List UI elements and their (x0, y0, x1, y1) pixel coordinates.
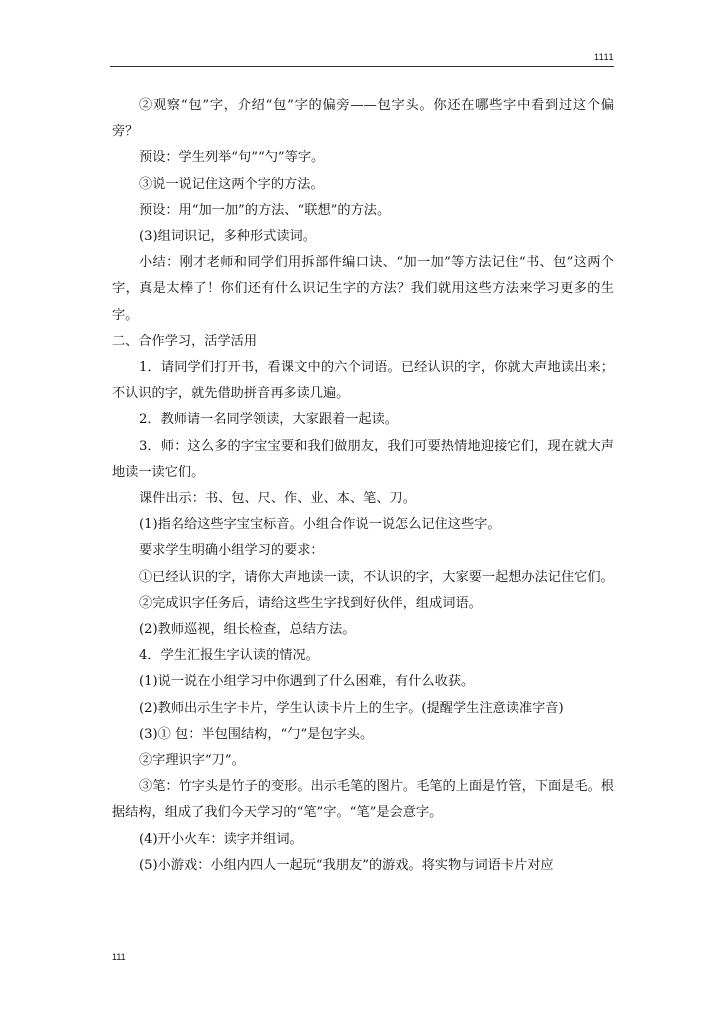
body-paragraph: 4．学生汇报生字认读的情况。 (139, 648, 319, 664)
body-paragraph: ③笔：竹字头是竹子的变形。出示毛笔的图片。毛笔的上面是竹管，下面是毛。根据结构，组成了我们今天学习的“笔”字。“笔”是会意字。 (112, 779, 614, 821)
body-paragraph: (3)① 包：半包围结构，“勹”是包字头。 (139, 726, 374, 742)
body-paragraph: 预设：学生列举“句”“勺”等字。 (139, 150, 325, 166)
body-paragraph: 预设：用“加一加”的方法、“联想”的方法。 (139, 202, 391, 218)
body-paragraph: (3)组词识记，多种形式读词。 (139, 229, 316, 245)
body-paragraph: ③说一说记住这两个字的方法。 (139, 176, 324, 192)
body-paragraph: 3．师：这么多的字宝宝要和我们做朋友，我们可要热情地迎接它们，现在就大声地读一读它们。 (112, 438, 614, 480)
body-paragraph: (1)说一说在小组学习中你遇到了什么困难，有什么收获。 (139, 674, 475, 690)
body-paragraph: ②完成识字任务后，请给这些生字找到好伙伴，组成词语。 (139, 595, 482, 611)
section-heading: 二、合作学习，活学活用 (112, 333, 258, 349)
body-paragraph: 2．教师请一名同学领读，大家跟着一起读。 (139, 412, 398, 428)
body-paragraph: (4)开小火车：读字并组词。 (139, 831, 303, 847)
header-divider (110, 66, 614, 67)
body-paragraph: ①已经认识的字，请你大声地读一读，不认识的字，大家要一起想办法记住它们。 (139, 569, 614, 585)
footer-page-code: 111 (112, 952, 126, 962)
body-paragraph: 1．请同学们打开书，看课文中的六个词语。已经认识的字，你就大声地读出来；不认识的字，就先借助拼音再多读几遍。 (112, 360, 614, 402)
body-paragraph: 小结：刚才老师和同学们用拆部件编口诀、“加一加”等方法记住“书、包”这两个字，真是太棒了！你们还有什么识记生字的方法？我们就用这些方法来学习更多的生字。 (112, 255, 614, 323)
body-paragraph: 要求学生明确小组学习的要求： (139, 543, 324, 559)
body-paragraph: (2)教师出示生字卡片，学生认读卡片上的生字。(提醒学生注意读准字音) (139, 700, 564, 716)
document-body (112, 93, 614, 879)
body-paragraph: (2)教师巡视，组长检查，总结方法。 (139, 622, 356, 638)
header-page-code: 1111 (593, 52, 614, 62)
body-paragraph: (5)小游戏：小组内四人一起玩“我朋友”的游戏。将实物与词语卡片对应 (139, 857, 554, 873)
body-paragraph: 课件出示：书、包、尺、作、业、本、笔、刀。 (139, 491, 416, 507)
body-paragraph: ②字理识字“刀”。 (139, 753, 245, 769)
body-paragraph: ②观察“包”字，介绍“包”字的偏旁——包字头。你还在哪些字中看到过这个偏旁？ (112, 98, 614, 140)
body-paragraph: (1)指名给这些字宝宝标音。小组合作说一说怎么记住这些字。 (139, 517, 501, 533)
